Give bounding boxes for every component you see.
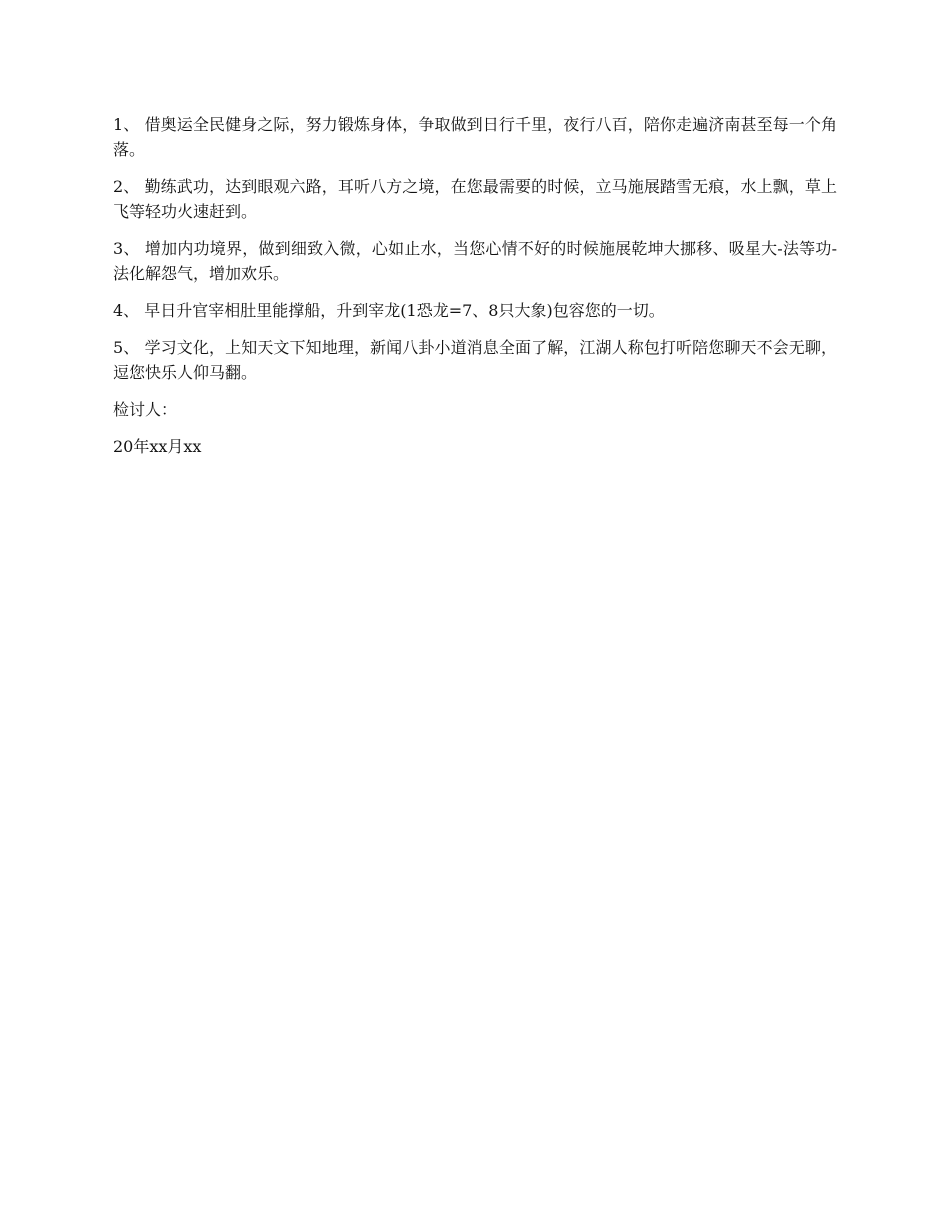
document-body [113,112,837,471]
list-item-4: 4、 早日升官宰相肚里能撑船，升到宰龙(1恐龙=7、8只大象)包容您的一切。 [113,301,665,320]
date-line: 20年xx月xx [113,437,202,456]
list-item-2: 2、 勤练武功，达到眼观六路，耳听八方之境，在您最需要的时候，立马施展踏雪无痕，水上飘，草上飞等轻功火速赶到。 [113,177,837,221]
signer-label: 检讨人： [113,400,178,419]
list-item-3: 3、 增加内功境界，做到细致入微，心如止水，当您心情不好的时候施展乾坤大挪移、吸星大-法等功-法化解怨气，增加欢乐。 [113,239,837,283]
list-item-5: 5、 学习文化，上知天文下知地理，新闻八卦小道消息全面了解，江湖人称包打听陪您聊天不会无聊，逗您快乐人仰马翻。 [113,338,837,382]
list-item-1: 1、 借奥运全民健身之际，努力锻炼身体，争取做到日行千里，夜行八百，陪你走遍济南甚至每一个角落。 [113,115,837,159]
